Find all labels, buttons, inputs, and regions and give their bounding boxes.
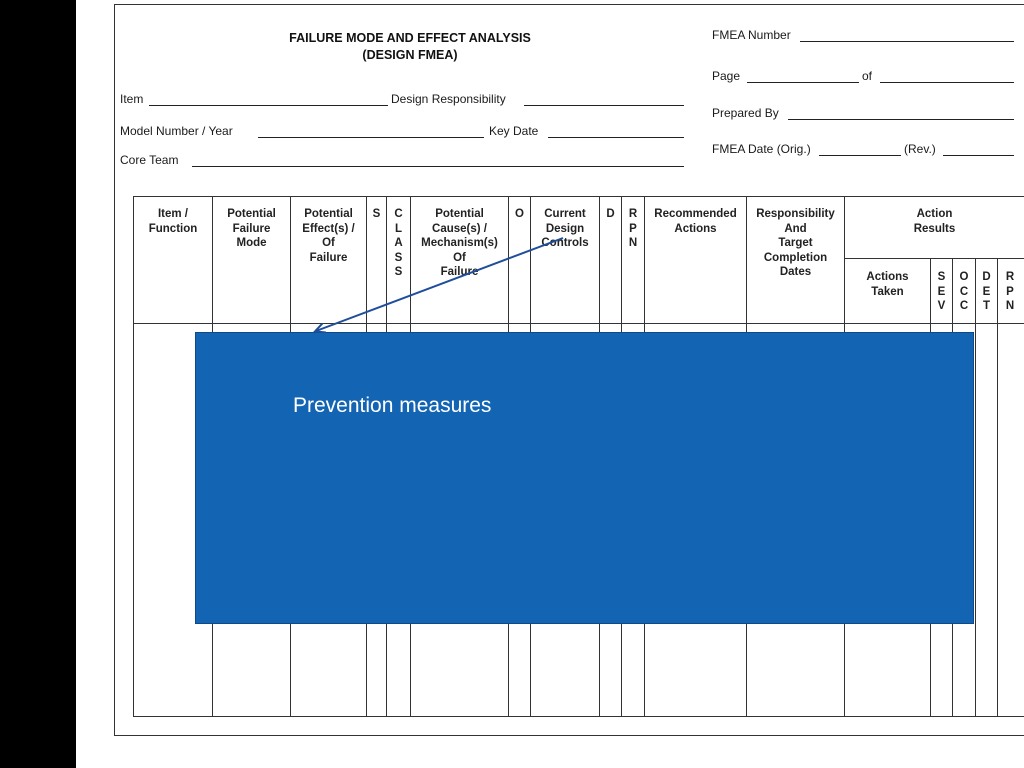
col-header-potential-causes: Potential Cause(s) / Mechanism(s) Of Failure: [421, 208, 498, 278]
prevention-callout-text: Prevention measures: [293, 394, 492, 417]
col-header-det: D E T: [982, 271, 991, 312]
col-header-action-results: Action Results: [913, 208, 956, 235]
col-header-class: C L A S S: [394, 208, 403, 278]
col-header-current-design-controls: Current Design Controls: [541, 208, 589, 249]
col-header-potential-effects: Potential Effect(s) / Of Failure: [302, 208, 355, 264]
of-label: of: [862, 69, 873, 83]
core-team-label: Core Team: [120, 153, 179, 167]
page-label: Page: [712, 69, 741, 83]
col-header-rpn: R P N: [628, 208, 638, 249]
col-header-recommended-actions: Recommended Actions: [654, 208, 737, 235]
design-responsibility-label: Design Responsibility: [391, 92, 506, 106]
col-header-sev: S E V: [937, 271, 946, 312]
col-header-responsibility: Responsibility And Target Completion Dates: [756, 208, 835, 278]
rev-label: (Rev.): [904, 142, 936, 156]
fmea-number-label: FMEA Number: [712, 28, 791, 42]
key-date-label: Key Date: [489, 124, 539, 138]
form-title-line1: FAILURE MODE AND EFFECT ANALYSIS: [289, 31, 531, 45]
model-number-year-label: Model Number / Year: [120, 124, 233, 138]
prepared-by-label: Prepared By: [712, 106, 779, 120]
col-header-severity: S: [372, 208, 381, 220]
col-header-detection: D: [606, 208, 615, 220]
item-label: Item: [120, 92, 144, 106]
col-header-item-function: Item / Function: [148, 208, 198, 235]
form-title-line2: (DESIGN FMEA): [362, 48, 458, 62]
col-header-potential-failure-mode: Potential Failure Mode: [227, 208, 276, 249]
col-header-action-rpn: R P N: [1005, 271, 1015, 312]
col-header-occurrence: O: [515, 208, 524, 220]
callout-arrow-line: [316, 238, 563, 331]
col-header-occ: O C C: [959, 271, 969, 312]
fmea-date-label: FMEA Date (Orig.): [712, 142, 811, 156]
col-header-actions-taken: Actions Taken: [866, 271, 909, 298]
